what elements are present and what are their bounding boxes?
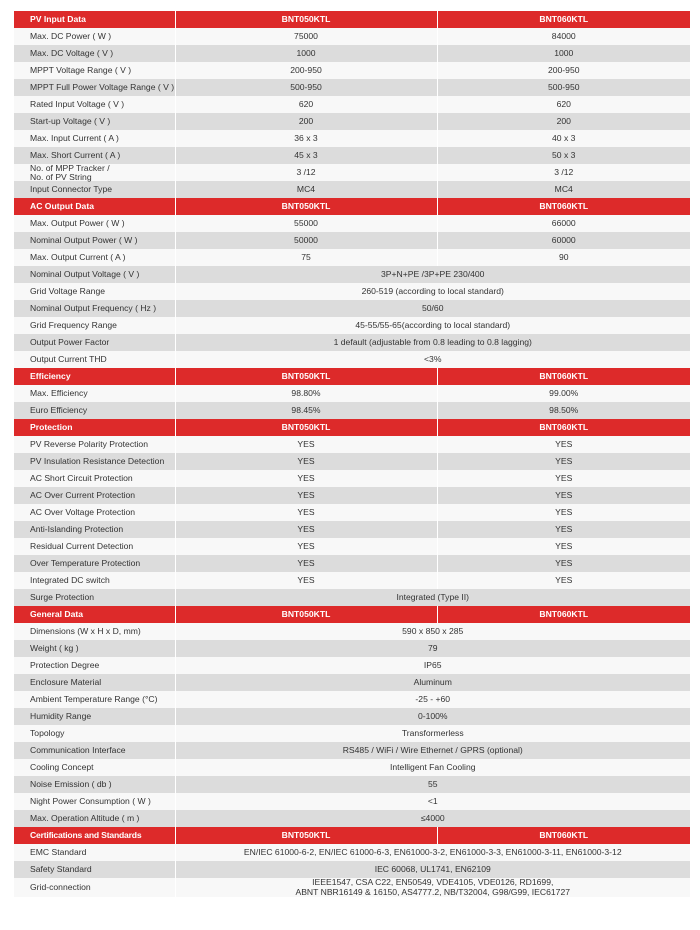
row-label: Integrated DC switch [14,572,175,589]
model-header-bnt060ktl: BNT060KTL [437,827,690,844]
value-bnt060ktl: YES [437,470,690,487]
shared-value: 590 x 850 x 285 [175,623,690,640]
table-row [14,793,690,810]
table-row [14,623,690,640]
shared-value: 50/60 [175,300,690,317]
model-header-bnt050ktl: BNT050KTL [175,11,437,28]
row-label: Cooling Concept [14,759,175,776]
row-label: Enclosure Material [14,674,175,691]
table-row [14,759,690,776]
spec-table-body [14,11,690,897]
row-label: Safety Standard [14,861,175,878]
row-label-line: No. of PV String [30,171,92,182]
row-label: AC Over Current Protection [14,487,175,504]
table-row [14,130,690,147]
table-row [14,742,690,759]
value-bnt050ktl: YES [175,436,437,453]
table-row [14,28,690,45]
value-bnt050ktl: 1000 [175,45,437,62]
table-row [14,232,690,249]
value-bnt060ktl: 500-950 [437,79,690,96]
table-row [14,113,690,130]
table-row [14,691,690,708]
row-label: Grid Voltage Range [14,283,175,300]
value-bnt050ktl: 45 x 3 [175,147,437,164]
value-bnt050ktl: 50000 [175,232,437,249]
row-label: AC Over Voltage Protection [14,504,175,521]
row-label: Max. Input Current ( A ) [14,130,175,147]
table-row [14,810,690,827]
table-row [14,181,690,198]
shared-value: 55 [175,776,690,793]
table-row [14,79,690,96]
section-title: Protection [14,419,175,436]
table-row [14,844,690,861]
row-label: Grid-connection [14,878,175,897]
value-bnt060ktl: 620 [437,96,690,113]
shared-value: <3% [175,351,690,368]
row-label: Grid Frequency Range [14,317,175,334]
table-row [14,436,690,453]
model-header-bnt050ktl: BNT050KTL [175,606,437,623]
value-bnt050ktl: 75 [175,249,437,266]
table-row [14,402,690,419]
row-label: MPPT Full Power Voltage Range ( V ) [14,79,175,96]
value-bnt060ktl: YES [437,487,690,504]
model-header-bnt060ktl: BNT060KTL [437,419,690,436]
row-label: Max. Operation Altitude ( m ) [14,810,175,827]
row-label: Weight ( kg ) [14,640,175,657]
value-bnt050ktl: 98.45% [175,402,437,419]
table-row [14,555,690,572]
table-row [14,147,690,164]
table-row [14,725,690,742]
row-label: Dimensions (W x H x D, mm) [14,623,175,640]
row-label: Max. Short Current ( A ) [14,147,175,164]
section-title: AC Output Data [14,198,175,215]
model-header-bnt060ktl: BNT060KTL [437,11,690,28]
model-header-bnt050ktl: BNT050KTL [175,419,437,436]
value-bnt060ktl: YES [437,453,690,470]
value-bnt060ktl: 200 [437,113,690,130]
section-header-general-data [14,606,690,623]
value-bnt060ktl: 84000 [437,28,690,45]
row-label: Nominal Output Power ( W ) [14,232,175,249]
value-bnt050ktl: YES [175,521,437,538]
row-label: Ambient Temperature Range (°C) [14,691,175,708]
row-label: Over Temperature Protection [14,555,175,572]
value-bnt050ktl: 620 [175,96,437,113]
value-bnt050ktl: 75000 [175,28,437,45]
value-bnt060ktl: 1000 [437,45,690,62]
table-row [14,215,690,232]
value-bnt050ktl: 500-950 [175,79,437,96]
value-bnt050ktl: 3 /12 [175,164,437,181]
row-label [14,164,175,181]
row-label: EMC Standard [14,844,175,861]
value-bnt050ktl: 98.80% [175,385,437,402]
value-bnt050ktl: YES [175,487,437,504]
table-row [14,249,690,266]
shared-value: 3P+N+PE /3P+PE 230/400 [175,266,690,283]
value-bnt050ktl: YES [175,470,437,487]
model-header-bnt050ktl: BNT050KTL [175,827,437,844]
row-label: AC Short Circuit Protection [14,470,175,487]
shared-value: 79 [175,640,690,657]
row-label: PV Insulation Resistance Detection [14,453,175,470]
row-label: Residual Current Detection [14,538,175,555]
row-label: Max. Output Power ( W ) [14,215,175,232]
value-bnt050ktl: YES [175,555,437,572]
table-row [14,470,690,487]
table-row [14,538,690,555]
section-header-pv-input-data [14,11,690,28]
value-bnt060ktl: 98.50% [437,402,690,419]
value-bnt060ktl: 40 x 3 [437,130,690,147]
row-label: Anti-Islanding Protection [14,521,175,538]
value-bnt060ktl: 66000 [437,215,690,232]
value-bnt060ktl: 99.00% [437,385,690,402]
spec-table [14,11,690,897]
model-header-bnt060ktl: BNT060KTL [437,198,690,215]
section-title: PV Input Data [14,11,175,28]
value-bnt060ktl: 3 /12 [437,164,690,181]
value-bnt060ktl: 90 [437,249,690,266]
section-header-ac-output-data [14,198,690,215]
row-label: Input Connector Type [14,181,175,198]
value-bnt060ktl: YES [437,521,690,538]
shared-value: 45-55/55-65(according to local standard) [175,317,690,334]
section-title: General Data [14,606,175,623]
shared-value: IP65 [175,657,690,674]
row-label: Euro Efficiency [14,402,175,419]
value-bnt050ktl: 200-950 [175,62,437,79]
table-row [14,62,690,79]
shared-value: EN/IEC 61000-6-2, EN/IEC 61000-6-3, EN61000-3-2, EN61000-3-3, EN61000-3-11, EN61000-3-12 [175,844,690,861]
model-header-bnt050ktl: BNT050KTL [175,368,437,385]
value-bnt060ktl: 60000 [437,232,690,249]
row-label: Nominal Output Frequency ( Hz ) [14,300,175,317]
section-title: Efficiency [14,368,175,385]
section-header-certifications-and-standards [14,827,690,844]
row-label: Night Power Consumption ( W ) [14,793,175,810]
row-label: Max. DC Voltage ( V ) [14,45,175,62]
table-row [14,861,690,878]
value-bnt060ktl: 200-950 [437,62,690,79]
table-row [14,266,690,283]
row-label: Surge Protection [14,589,175,606]
value-bnt050ktl: YES [175,504,437,521]
shared-value: Intelligent Fan Cooling [175,759,690,776]
table-row [14,45,690,62]
shared-value: 260-519 (according to local standard) [175,283,690,300]
value-bnt060ktl: YES [437,555,690,572]
shared-value: -25 - +60 [175,691,690,708]
value-bnt060ktl: YES [437,436,690,453]
value-bnt050ktl: YES [175,572,437,589]
value-bnt060ktl: YES [437,504,690,521]
shared-value-line: IEEE1547, CSA C22, EN50549, VDE4105, VDE0126, RD1699, [312,877,554,887]
shared-value: 0-100% [175,708,690,725]
value-bnt060ktl: YES [437,538,690,555]
model-header-bnt060ktl: BNT060KTL [437,368,690,385]
value-bnt050ktl: 55000 [175,215,437,232]
section-header-protection [14,419,690,436]
row-label: Output Power Factor [14,334,175,351]
table-row [14,317,690,334]
value-bnt060ktl: 50 x 3 [437,147,690,164]
shared-value [175,878,690,897]
table-row [14,283,690,300]
table-row [14,351,690,368]
row-label: Start-up Voltage ( V ) [14,113,175,130]
row-label: PV Reverse Polarity Protection [14,436,175,453]
model-header-bnt060ktl: BNT060KTL [437,606,690,623]
shared-value-line: ABNT NBR16149 & 16150, AS4777.2, NB/T32004, G98/G99, IEC61727 [295,886,571,897]
table-row [14,776,690,793]
shared-value: IEC 60068, UL1741, EN62109 [175,861,690,878]
value-bnt060ktl: YES [437,572,690,589]
shared-value: 1 default (adjustable from 0.8 leading to 0.8 lagging) [175,334,690,351]
table-row [14,334,690,351]
table-row [14,657,690,674]
row-label-line: No. of MPP Tracker / [30,163,110,173]
shared-value: Aluminum [175,674,690,691]
row-label: Max. Output Current ( A ) [14,249,175,266]
row-label: MPPT Voltage Range ( V ) [14,62,175,79]
section-header-efficiency [14,368,690,385]
shared-value: ≤4000 [175,810,690,827]
row-label: Rated Input Voltage ( V ) [14,96,175,113]
table-row [14,164,690,181]
value-bnt050ktl: 200 [175,113,437,130]
section-title: Certifications and Standards [14,827,175,844]
table-row [14,300,690,317]
shared-value: RS485 / WiFi / Wire Ethernet / GPRS (optional) [175,742,690,759]
table-row [14,385,690,402]
value-bnt050ktl: YES [175,453,437,470]
table-row [14,708,690,725]
value-bnt050ktl: YES [175,538,437,555]
table-row [14,487,690,504]
shared-value: Transformerless [175,725,690,742]
row-label: Max. DC Power ( W ) [14,28,175,45]
shared-value: <1 [175,793,690,810]
row-label: Max. Efficiency [14,385,175,402]
value-bnt060ktl: MC4 [437,181,690,198]
table-row [14,453,690,470]
table-row [14,878,690,897]
shared-value: Integrated (Type II) [175,589,690,606]
table-row [14,674,690,691]
model-header-bnt050ktl: BNT050KTL [175,198,437,215]
table-row [14,572,690,589]
table-row [14,589,690,606]
table-row [14,521,690,538]
row-label: Nominal Output Voltage ( V ) [14,266,175,283]
row-label: Protection Degree [14,657,175,674]
table-row [14,640,690,657]
value-bnt050ktl: MC4 [175,181,437,198]
row-label: Humidity Range [14,708,175,725]
table-row [14,504,690,521]
row-label: Noise Emission ( db ) [14,776,175,793]
table-row [14,96,690,113]
value-bnt050ktl: 36 x 3 [175,130,437,147]
row-label: Output Current THD [14,351,175,368]
row-label: Communication Interface [14,742,175,759]
row-label: Topology [14,725,175,742]
